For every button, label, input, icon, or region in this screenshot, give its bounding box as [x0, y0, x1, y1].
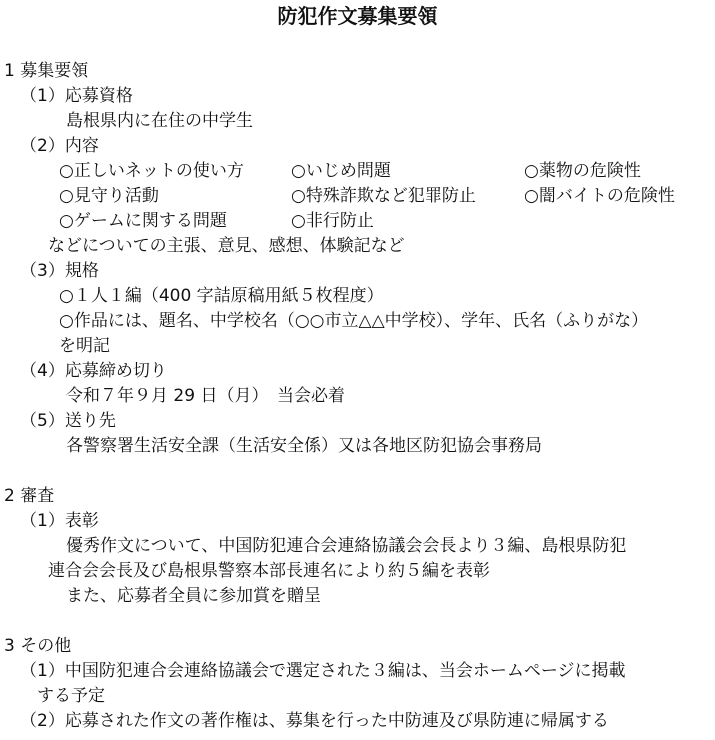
- page-title: 防犯作文募集要領: [277, 4, 438, 28]
- other-item-1: （1）中国防犯連合会連絡協議会で選定された３編は、当会ホームページに掲載: [20, 661, 626, 681]
- topic-item: ○ゲームに関する問題: [59, 211, 227, 231]
- award-line: 優秀作文について、中国防犯連合会連絡協議会会長より３編、島根県防犯: [66, 536, 627, 556]
- format-line: ○作品には、題名、中学校名（○○市立△△中学校）、学年、氏名（ふりがな）: [59, 311, 649, 331]
- content-label: （2）内容: [20, 136, 99, 156]
- destination-text: 各警察署生活安全課（生活安全係）又は各地区防犯協会事務局: [66, 436, 542, 456]
- other-item-2: （2）応募された作文の著作権は、募集を行った中防連及び県防連に帰属する: [20, 711, 609, 731]
- award-line: 連合会会長及び島根県警察本部長連名により約５編を表彰: [48, 561, 490, 581]
- topic-item: ○闇バイトの危険性: [524, 186, 675, 206]
- destination-label: （5）送り先: [20, 411, 116, 431]
- topic-item: ○薬物の危険性: [524, 161, 641, 181]
- topic-item: ○非行防止: [291, 211, 374, 231]
- other-item-1-cont: する予定: [37, 686, 105, 706]
- format-line: を明記: [59, 336, 110, 356]
- deadline-label: （4）応募締め切り: [20, 361, 167, 381]
- topic-item: ○見守り活動: [59, 186, 159, 206]
- format-label: （3）規格: [20, 261, 99, 281]
- deadline-text: 令和７年９月 29 日（月） 当会必着: [66, 386, 345, 406]
- content-summary: などについての主張、意見、感想、体験記など: [48, 236, 405, 256]
- eligibility-label: （1）応募資格: [20, 86, 133, 106]
- section-1-heading: 1 募集要領: [4, 61, 89, 81]
- award-label: （1）表彰: [20, 511, 99, 531]
- topic-item: ○正しいネットの使い方: [59, 161, 244, 181]
- eligibility-text: 島根県内に在住の中学生: [66, 111, 253, 131]
- topic-item: ○いじめ問題: [291, 161, 391, 181]
- section-2-heading: 2 審査: [4, 486, 55, 506]
- topic-item: ○特殊詐欺など犯罪防止: [291, 186, 476, 206]
- section-3-heading: 3 その他: [4, 636, 72, 656]
- award-line: また、応募者全員に参加賞を贈呈: [66, 586, 321, 606]
- format-line: ○１人１編（400 字詰原稿用紙５枚程度）: [59, 286, 384, 306]
